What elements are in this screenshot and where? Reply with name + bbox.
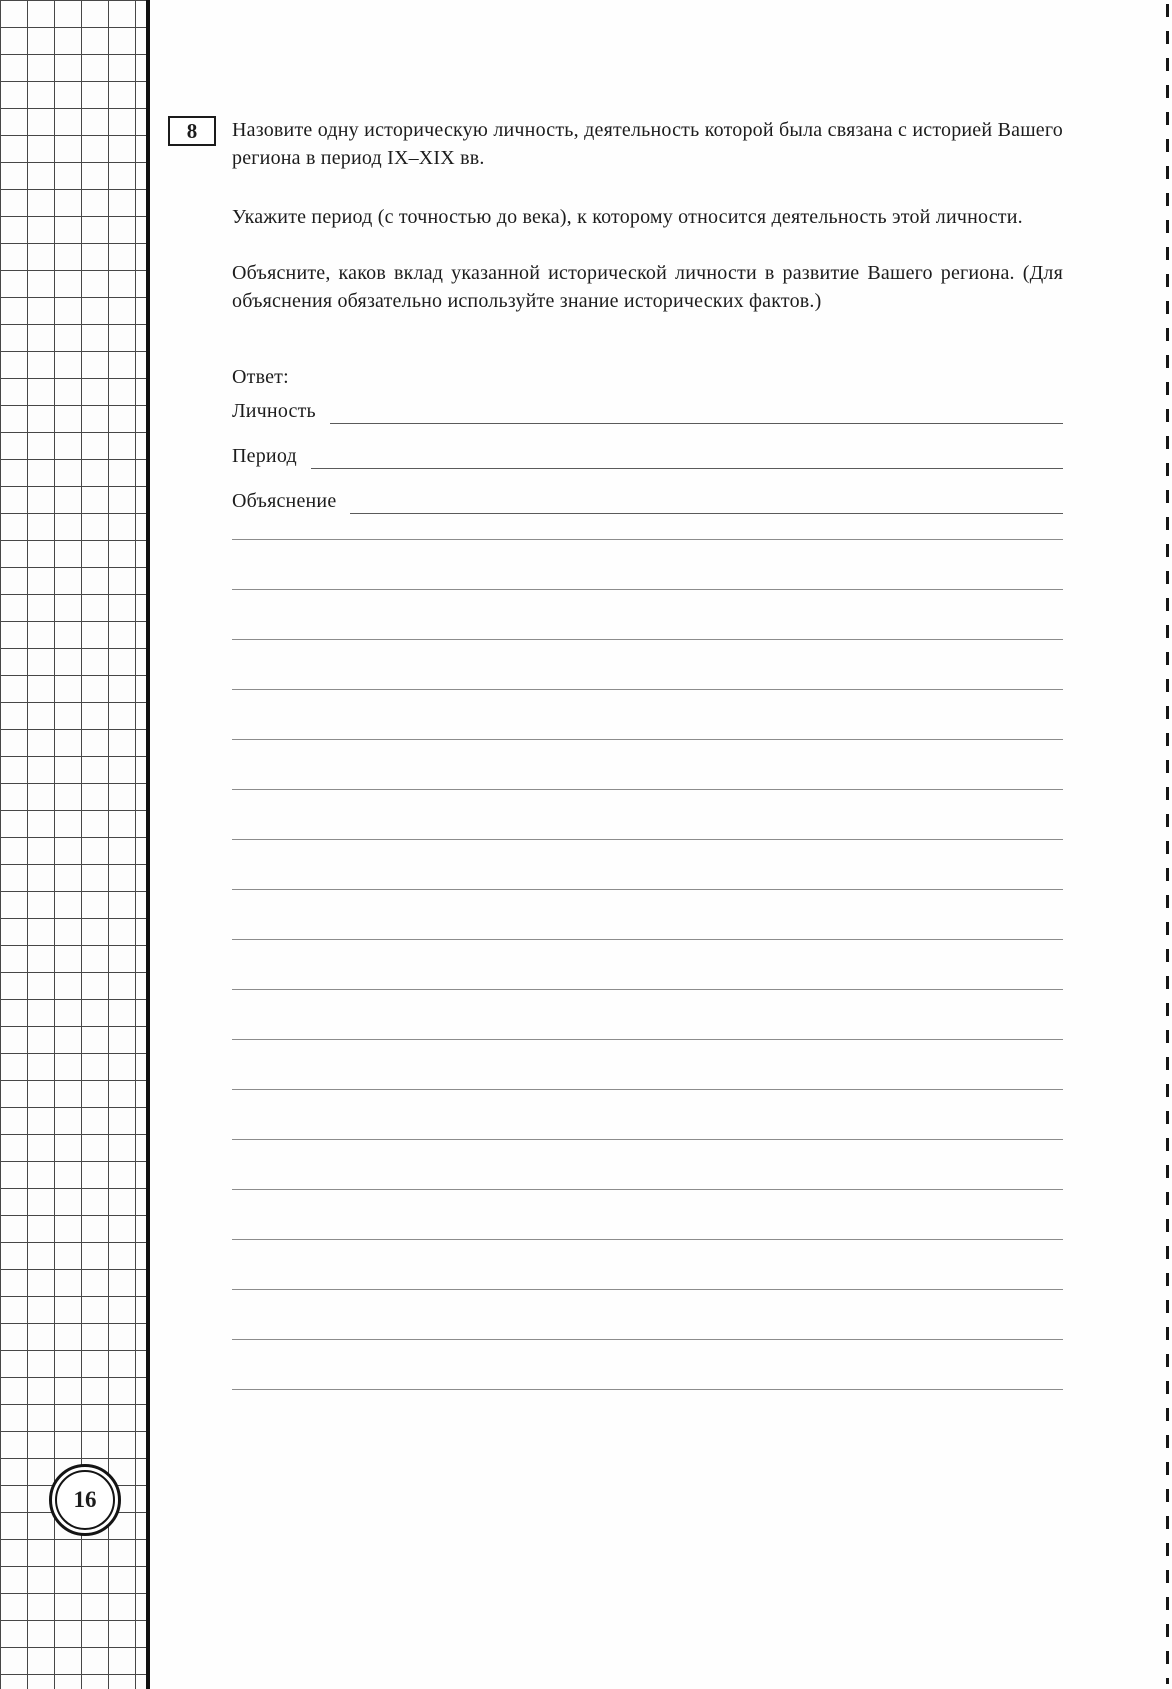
- answer-field-row: [232, 441, 1063, 469]
- answer-line[interactable]: [232, 1190, 1063, 1240]
- page-number-badge: [49, 1464, 121, 1536]
- answer-line[interactable]: [232, 490, 1063, 540]
- page-edge-dashes: [1166, 4, 1169, 1684]
- task-number: 8: [186, 118, 198, 143]
- answer-line[interactable]: [232, 640, 1063, 690]
- answer-line[interactable]: [232, 1240, 1063, 1290]
- answer-line[interactable]: [232, 790, 1063, 840]
- answer-line[interactable]: [232, 1290, 1063, 1340]
- task-number-box: [168, 116, 216, 146]
- page-number: 16: [73, 1487, 97, 1512]
- answer-field-line[interactable]: [311, 445, 1063, 469]
- answer-line[interactable]: [232, 990, 1063, 1040]
- answer-line[interactable]: [232, 1140, 1063, 1190]
- answer-label: Ответ:: [232, 366, 289, 388]
- answer-line[interactable]: [232, 1340, 1063, 1390]
- answer-field-row: [232, 396, 1063, 424]
- answer-line[interactable]: [232, 1090, 1063, 1140]
- answer-line[interactable]: [232, 840, 1063, 890]
- answer-line[interactable]: [232, 590, 1063, 640]
- answer-lines-area: [232, 490, 1063, 1390]
- answer-field-label: Личность: [232, 400, 316, 422]
- answer-line[interactable]: [232, 740, 1063, 790]
- answer-line[interactable]: [232, 1040, 1063, 1090]
- task-instruction-explanation: Объясните, каков вклад указанной исторической личности в развитие Вашего региона. (Для объяснения обязательно используйте знание исторических фактов.): [232, 262, 1063, 312]
- squared-paper-margin: [0, 0, 150, 1689]
- answer-line[interactable]: [232, 890, 1063, 940]
- answer-line[interactable]: [232, 690, 1063, 740]
- answer-line[interactable]: [232, 940, 1063, 990]
- answer-field-label: Период: [232, 445, 297, 467]
- page-number-inner-circle: [55, 1470, 115, 1530]
- task-instruction-period: Укажите период (с точностью до века), к которому относится деятельность этой личности.: [232, 206, 1023, 228]
- answer-field-label: Объяснение: [232, 490, 337, 512]
- task-statement: Назовите одну историческую личность, деятельность которой была связана с историей Вашего региона в период IX–XIX вв.: [232, 119, 1063, 169]
- answer-field-line[interactable]: [330, 400, 1063, 424]
- answer-line[interactable]: [232, 540, 1063, 590]
- task-body: [232, 0, 1063, 1689]
